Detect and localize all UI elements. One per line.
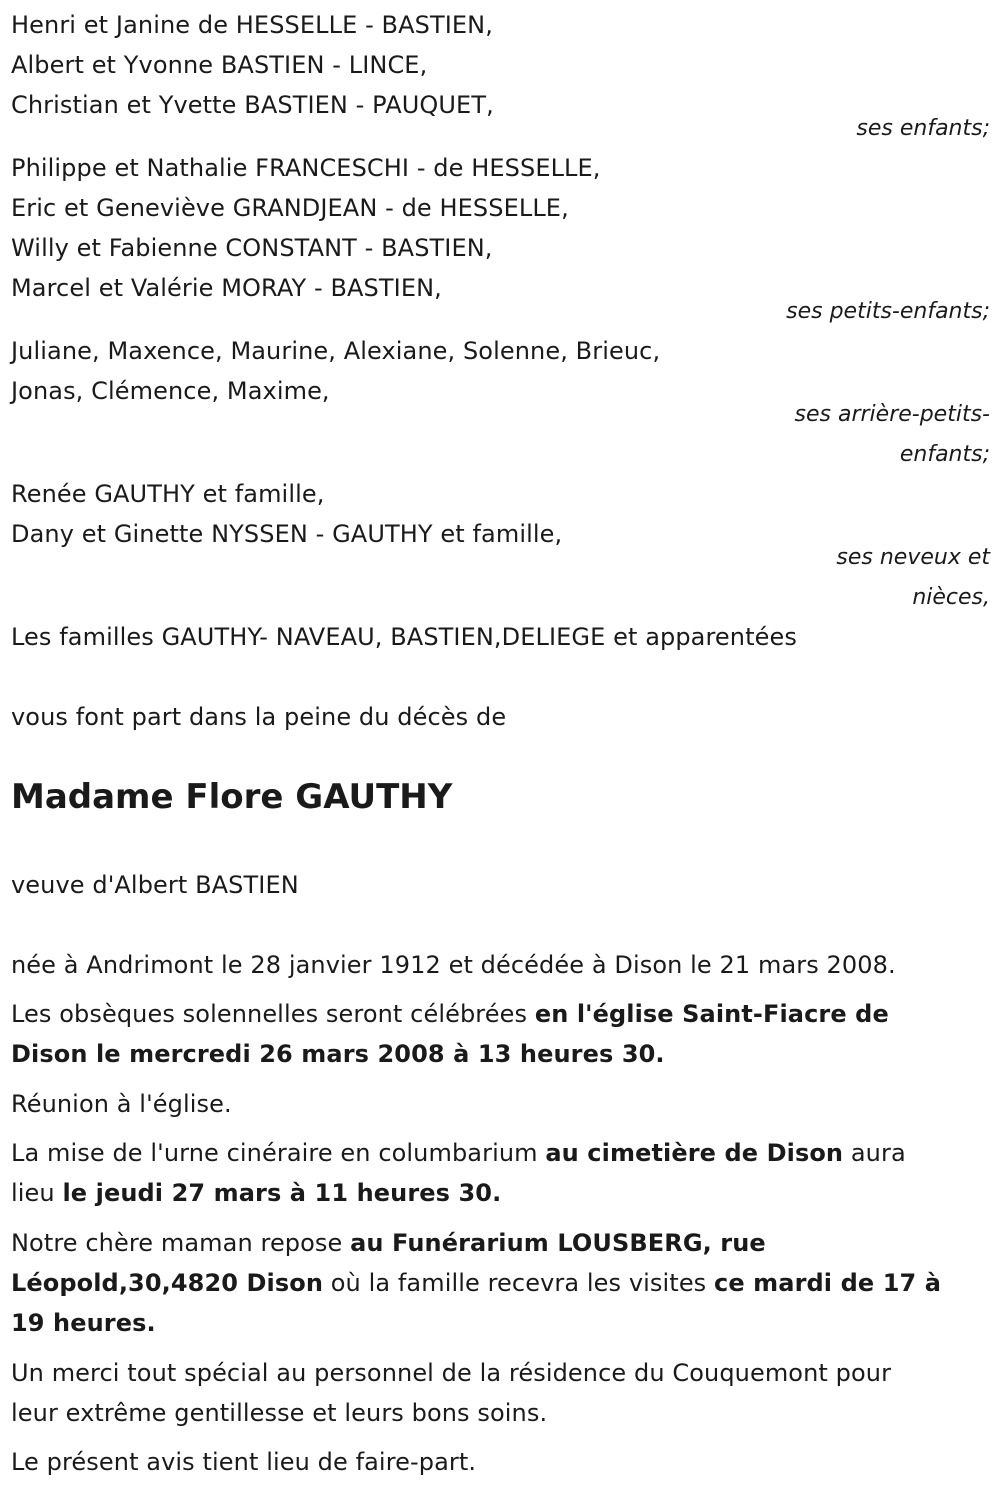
birth-death-text: née à Andrimont le 28 janvier 1912 et décédée à Dison le 21 mars 2008. <box>11 951 896 979</box>
nephews-relation-label-1: ses neveux et <box>836 545 990 570</box>
grandchildren-line-3: Willy et Fabienne CONSTANT - BASTIEN, <box>11 234 493 262</box>
great-grandchildren-relation-label-1: ses arrière-petits- <box>794 402 990 427</box>
funeral-datetime: Dison le mercredi 26 mars 2008 à 13 heures 30. <box>11 1040 665 1068</box>
families-line: Les familles GAUTHY- NAVEAU, BASTIEN,DELIEGE et apparentées <box>11 623 797 651</box>
urn-line-2 <box>11 1176 501 1210</box>
visit-line-1 <box>11 1226 766 1260</box>
widow-of-text: veuve d'Albert BASTIEN <box>11 871 299 899</box>
grandchildren-relation-label: ses petits-enfants; <box>786 299 990 324</box>
grandchildren-line-2: Eric et Geneviève GRANDJEAN - de HESSELLE, <box>11 194 569 222</box>
urn-datetime: le jeudi 27 mars à 11 heures 30. <box>62 1179 502 1207</box>
funeral-intro: Les obsèques solennelles seront célébrées <box>11 1000 535 1028</box>
children-line-1: Henri et Janine de HESSELLE - BASTIEN, <box>11 11 493 39</box>
visit-middle: où la famille recevra les visites <box>323 1269 715 1297</box>
nephews-line-1: Renée GAUTHY et famille, <box>11 480 325 508</box>
visit-line-3 <box>11 1306 156 1340</box>
visit-time-end: 19 heures. <box>11 1309 156 1337</box>
urn-lieu: lieu <box>11 1179 63 1207</box>
reunion-text: Réunion à l'église. <box>11 1090 232 1118</box>
closing-text: Le présent avis tient lieu de faire-part. <box>11 1448 477 1476</box>
grandchildren-line-4: Marcel et Valérie MORAY - BASTIEN, <box>11 274 442 302</box>
visit-address: Léopold,30,4820 Dison <box>11 1269 324 1297</box>
great-grandchildren-line-2: Jonas, Clémence, Maxime, <box>11 377 330 405</box>
announcement-text: vous font part dans la peine du décès de <box>11 703 507 731</box>
grandchildren-line-1: Philippe et Nathalie FRANCESCHI - de HESSELLE, <box>11 154 601 182</box>
funeral-line-1 <box>11 997 889 1031</box>
visit-intro: Notre chère maman repose <box>11 1229 351 1257</box>
great-grandchildren-line-1: Juliane, Maxence, Maurine, Alexiane, Solenne, Brieuc, <box>11 337 661 365</box>
funeral-location: en l'église Saint-Fiacre de <box>534 1000 889 1028</box>
nephews-relation-label-2: nièces, <box>912 585 990 610</box>
children-line-2: Albert et Yvonne BASTIEN - LINCE, <box>11 51 428 79</box>
visit-time-start: ce mardi de 17 à <box>714 1269 942 1297</box>
funeral-line-2 <box>11 1037 665 1071</box>
urn-aura: aura <box>843 1139 906 1167</box>
urn-line-1 <box>11 1136 906 1170</box>
urn-location: au cimetière de Dison <box>545 1139 844 1167</box>
nephews-line-2: Dany et Ginette NYSSEN - GAUTHY et famille, <box>11 520 563 548</box>
thanks-line-1: Un merci tout spécial au personnel de la résidence du Couquemont pour <box>11 1359 892 1387</box>
great-grandchildren-relation-label-2: enfants; <box>899 442 990 467</box>
children-line-3: Christian et Yvette BASTIEN - PAUQUET, <box>11 91 494 119</box>
visit-line-2 <box>11 1266 941 1300</box>
thanks-line-2: leur extrême gentillesse et leurs bons soins. <box>11 1399 548 1427</box>
children-relation-label: ses enfants; <box>856 116 990 141</box>
deceased-name: Madame Flore GAUTHY <box>11 777 453 817</box>
urn-intro: La mise de l'urne cinéraire en columbarium <box>11 1139 546 1167</box>
visit-place: au Funérarium LOUSBERG, rue <box>350 1229 766 1257</box>
